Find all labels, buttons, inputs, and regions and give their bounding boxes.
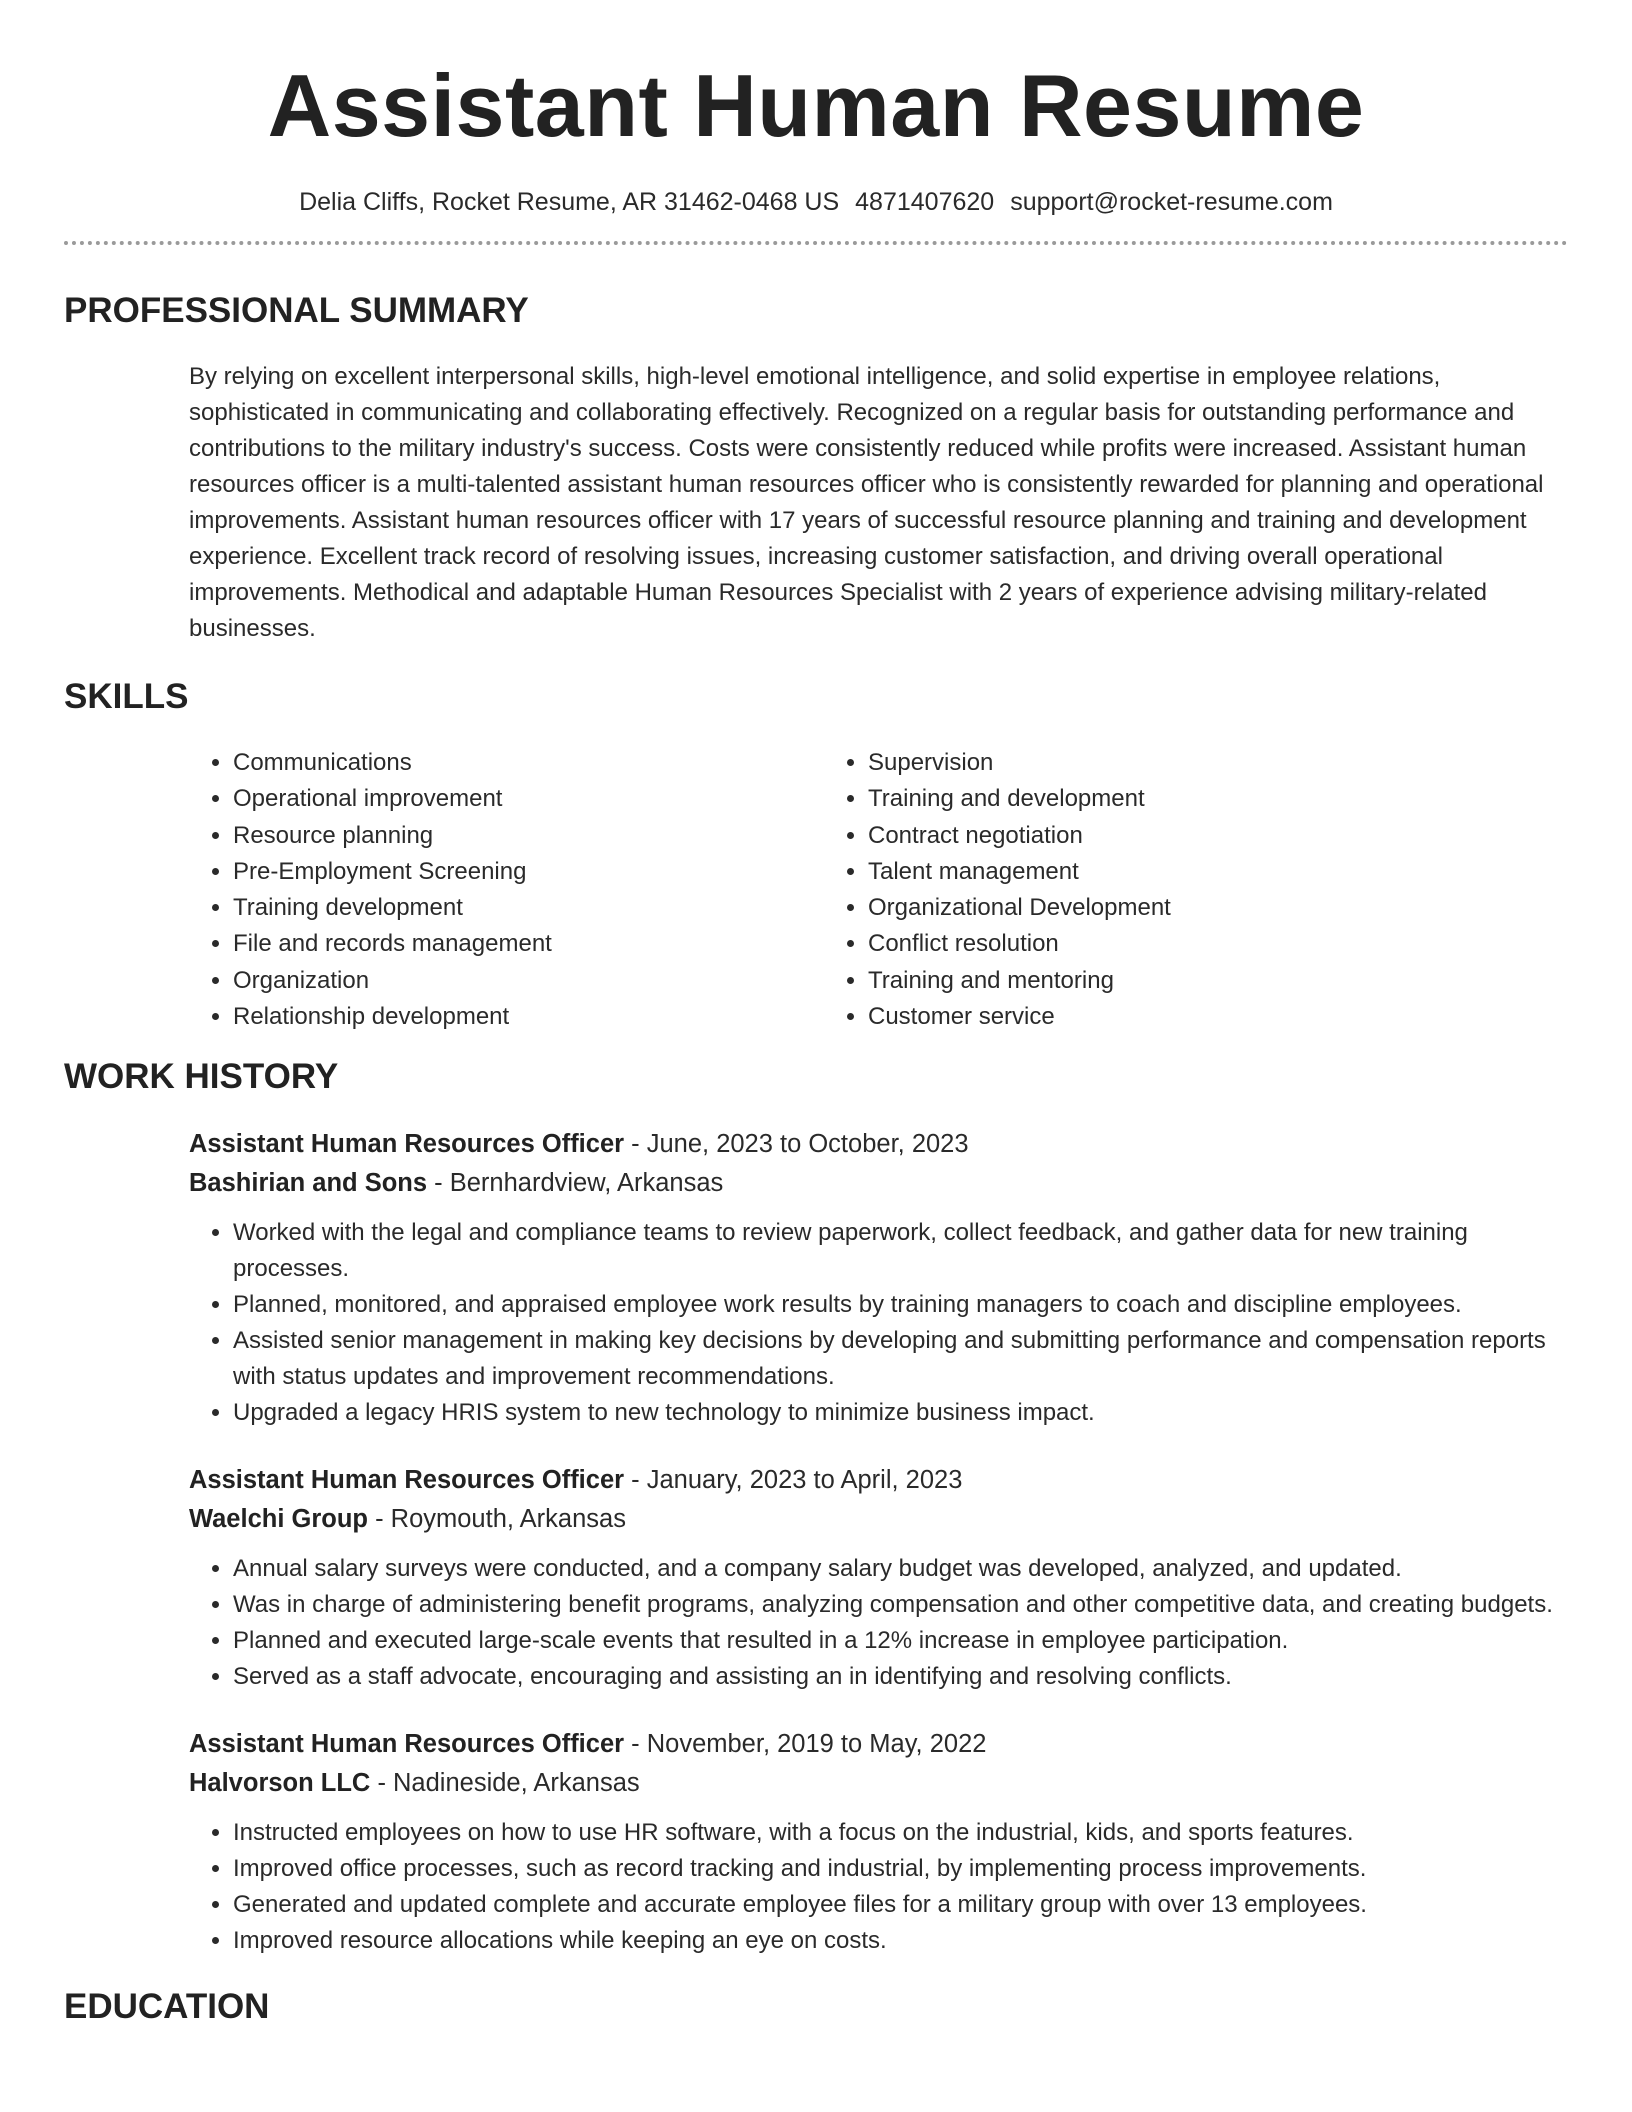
skill-item: • Customer service [868, 999, 1171, 1035]
job-bullet: • Improved resource allocations while keeping an eye on costs. [233, 1923, 1568, 1959]
skills-column-right [824, 745, 1171, 1035]
job-dates: - January, 2023 to April, 2023 [624, 1466, 963, 1495]
job-bullets [189, 1815, 1568, 1959]
job-location: - Bernhardview, Arkansas [427, 1169, 724, 1198]
summary-heading: PROFESSIONAL SUMMARY [64, 291, 529, 330]
skill-item: • Pre-Employment Screening [233, 854, 824, 890]
skill-item: • Organization [233, 963, 824, 999]
job-bullets [189, 1551, 1568, 1695]
job-bullets [189, 1215, 1568, 1431]
skill-item: • Relationship development [233, 999, 824, 1035]
job-bullet: • Annual salary surveys were conducted, and a company salary budget was developed, analyzed, and updated. [233, 1551, 1568, 1587]
job-bullet: • Was in charge of administering benefit programs, analyzing compensation and other competitive data, and creating budgets. [233, 1587, 1568, 1623]
job-bullet: • Assisted senior management in making key decisions by developing and submitting performance and compensation reports with status updates and improvement recommendations. [233, 1323, 1568, 1395]
job-location: - Nadineside, Arkansas [370, 1769, 640, 1798]
job-role: Assistant Human Resources Officer [189, 1730, 625, 1759]
education-heading: EDUCATION [64, 1987, 270, 2027]
job-company: Halvorson LLC [189, 1769, 371, 1798]
work-history-heading: WORK HISTORY [64, 1057, 339, 1097]
job-company: Bashirian and Sons [189, 1169, 428, 1198]
job-bullet: • Planned, monitored, and appraised employee work results by training managers to coach and discipline employees. [233, 1287, 1568, 1323]
job-entry [189, 1725, 1568, 1959]
job-role: Assistant Human Resources Officer [189, 1466, 625, 1495]
contact-address: Delia Cliffs, Rocket Resume, AR 31462-0468 US [299, 188, 840, 216]
job-location: - Roymouth, Arkansas [368, 1505, 626, 1534]
job-role-line [189, 1461, 1568, 1500]
skills-list [189, 745, 1568, 1035]
skills-column-left [189, 745, 824, 1035]
job-bullet: • Improved office processes, such as record tracking and industrial, by implementing process improvements. [233, 1851, 1568, 1887]
contact-email: support@rocket-resume.com [1010, 188, 1333, 216]
job-dates: - June, 2023 to October, 2023 [624, 1130, 969, 1159]
skill-item: • Contract negotiation [868, 818, 1171, 854]
job-role: Assistant Human Resources Officer [189, 1130, 625, 1159]
job-company-line [189, 1500, 1568, 1539]
summary-text: By relying on excellent interpersonal skills, high-level emotional intelligence, and solid expertise in employee relations, sophisticated in communicating and collaborating effectively. Recognized on a regular basis for outstanding performance and contributions to the military industry's success. Costs were consistently reduced while profits were increased. Assistant human resources officer is a multi-talented assistant human resources officer who is consistently rewarded for planning and operational improvements. Assistant human resources officer with 17 years of successful resource planning and training and development experience. Excellent track record of resolving issues, increasing customer satisfaction, and driving overall operational improvements. Methodical and adaptable Human Resources Specialist with 2 years of experience advising military-related businesses. [189, 363, 1544, 642]
job-company-line [189, 1164, 1568, 1203]
job-bullet: • Instructed employees on how to use HR software, with a focus on the industrial, kids, and sports features. [233, 1815, 1568, 1851]
job-bullet: • Planned and executed large-scale events that resulted in a 12% increase in employee participation. [233, 1623, 1568, 1659]
skill-item: • Conflict resolution [868, 926, 1171, 962]
skill-item: • Operational improvement [233, 781, 824, 817]
job-entry [189, 1461, 1568, 1695]
skill-item: • Communications [233, 745, 824, 781]
job-bullet: • Worked with the legal and compliance teams to review paperwork, collect feedback, and gather data for new training processes. [233, 1215, 1568, 1287]
skill-item: • Resource planning [233, 818, 824, 854]
skill-item: • Training development [233, 890, 824, 926]
skill-item: • Talent management [868, 854, 1171, 890]
job-role-line [189, 1725, 1568, 1764]
job-company: Waelchi Group [189, 1505, 368, 1534]
header-divider [64, 241, 1568, 245]
job-dates: - November, 2019 to May, 2022 [624, 1730, 987, 1759]
job-bullet: • Upgraded a legacy HRIS system to new technology to minimize business impact. [233, 1395, 1568, 1431]
job-company-line [189, 1764, 1568, 1803]
job-bullet: • Served as a staff advocate, encouraging and assisting an in identifying and resolving conflicts. [233, 1659, 1568, 1695]
resume-title: Assistant Human Resume [267, 56, 1365, 155]
job-role-line [189, 1125, 1568, 1164]
skill-item: • Training and mentoring [868, 963, 1171, 999]
skill-item: • File and records management [233, 926, 824, 962]
skill-item: • Training and development [868, 781, 1171, 817]
contact-line [64, 188, 1568, 217]
skill-item: • Supervision [868, 745, 1171, 781]
contact-phone: 4871407620 [855, 188, 995, 216]
skills-heading: SKILLS [64, 677, 189, 716]
skill-item: • Organizational Development [868, 890, 1171, 926]
job-bullet: • Generated and updated complete and accurate employee files for a military group with over 13 employees. [233, 1887, 1568, 1923]
job-entry [189, 1125, 1568, 1431]
